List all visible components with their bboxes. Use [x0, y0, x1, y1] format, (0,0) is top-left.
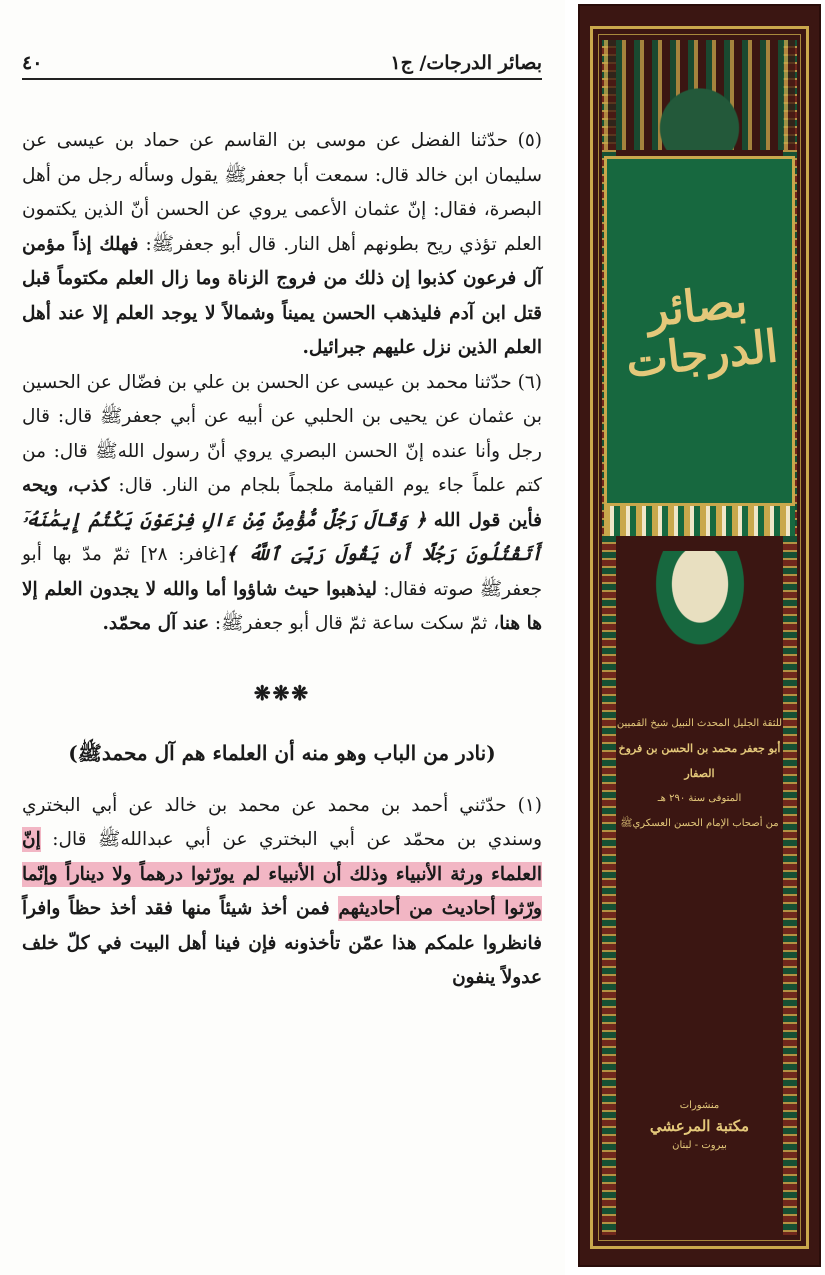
hadith-6-saying-1: كذب، ويحه فأين قول الله — [22, 475, 543, 531]
book-cover — [578, 4, 821, 1267]
publisher-name: مكتبة المرعشي — [649, 1117, 750, 1135]
publisher-label: منشورات — [679, 1100, 720, 1111]
hadith-1-saying: فمن أخذ شيئاً منها فقد أخذ حظاً وافراً فانظروا علمكم هذا عمّن تأخذونه فإن فينا أهل البيت في كلّ خلف عدولاً ينفون — [22, 898, 542, 988]
quran-verse: ﴿ وَقَالَ رَجُلٌ مُّؤْمِنٌ مِّنْ ءَالِ فِرْعَوْنَ يَكْتُمُ إِيمَٰنَهُۥٓ أَتَقْتُلُونَ رَجُلًا أَن يَقُولَ رَبِّىَ ٱللَّهُ ﴾ — [22, 509, 542, 565]
author-line-1: للثقة الجليل المحدث النبيل شيخ القميين — [616, 718, 783, 729]
running-head-title: بصائر الدرجات/ ج١ — [390, 52, 542, 74]
lamp-ornament-icon — [644, 551, 756, 661]
cover-publisher — [620, 1096, 779, 1156]
arabesque-ornament-icon — [604, 40, 795, 150]
highlighted-passage: إنّ العلماء ورثة الأنبياء وذلك أن الأنبياء لم يورّثوا درهماً ولا ديناراً وإنّما ورّثوا أحاديث من أحاديثهم — [22, 829, 542, 919]
hadith-6-narration: [غافر: ٢٨] ثمّ مدّ بها أبو جعفرﷺ صوته فقال: — [22, 544, 543, 600]
hadith-6 — [22, 366, 542, 642]
publisher-city: بيروت - لبنان — [672, 1140, 727, 1151]
hadith-6-saying-2: ليذهبوا حيث شاؤوا أما والله لا يجدون العلم إلا ها هنا — [22, 578, 542, 634]
hadith-1-chain: (١) حدّثني أحمد بن محمد عن محمد بن خالد عن أبي البختري وسندي بن محمّد عن أبي البختري عن أبي عبداللهﷺ قال: — [22, 794, 542, 850]
hadith-6-narration-2: ، ثمّ سكت ساعة ثمّ قال أبو جعفرﷺ: — [208, 613, 500, 634]
hadith-1 — [22, 789, 542, 996]
cover-author-block — [610, 711, 789, 836]
header-rule — [22, 78, 542, 80]
section-title: (نادر من الباب وهو منه أن العلماء هم آل محمدﷺ) — [68, 741, 496, 765]
hadith-6-chain: (٦) حدّثنا محمد بن عيسى عن الحسن بن علي بن فضّال عن الحسين بن عثمان عن يحيى بن الحلبي عن أبيه عن أبي جعفرﷺ قال: قال رجل وأنا عنده إنّ الحسن البصري يروي أنّ رسول اللهﷺ قال: من كتم علماً جاء يوم القيامة ملجماً بلجام من النار. قال: — [22, 371, 542, 496]
hadith-5-saying: فهلك إذاً مؤمن آل فرعون كذبوا إن ذلك من فروج الزناة وما زال العلم مكتوماً قبل قتل ابن آدم فليذهب الحسن يميناً وشمالاً لا يوجد العلم إلا عند أهل العلم الذين نزل عليهم جبرائيل. — [22, 233, 542, 358]
zigzag-band — [604, 506, 795, 536]
body-text — [22, 124, 542, 996]
author-line-4: من أصحاب الإمام الحسن العسكريﷺ — [620, 818, 779, 829]
hadith-5 — [22, 124, 542, 366]
cover-title-panel — [604, 156, 795, 506]
author-line-2: أبو جعفر محمد بن الحسن بن فروخ الصفار — [618, 742, 781, 780]
section-separator: ❋❋❋ — [253, 680, 311, 705]
running-head — [22, 34, 542, 74]
page-number: ٤٠ — [22, 52, 43, 74]
cover-title: بصائر الدرجات — [623, 275, 781, 388]
hadith-6-saying-3: عند آل محمّد. — [102, 613, 209, 634]
author-line-3: المتوفى سنة ٢٩٠ هـ — [657, 793, 742, 804]
hadith-5-chain: (٥) حدّثنا الفضل عن موسى بن القاسم عن حماد بن عيسى عن سليمان ابن خالد قال: سمعت أبا جعفرﷺ يقول وسأله رجل من أهل البصرة، فقال: إنّ عثمان الأعمى يروي عن الحسن أنّ الذين يكتمون العلم تؤذي ريح بطونهم أهل النار. قال أبو جعفرﷺ: — [22, 130, 542, 255]
